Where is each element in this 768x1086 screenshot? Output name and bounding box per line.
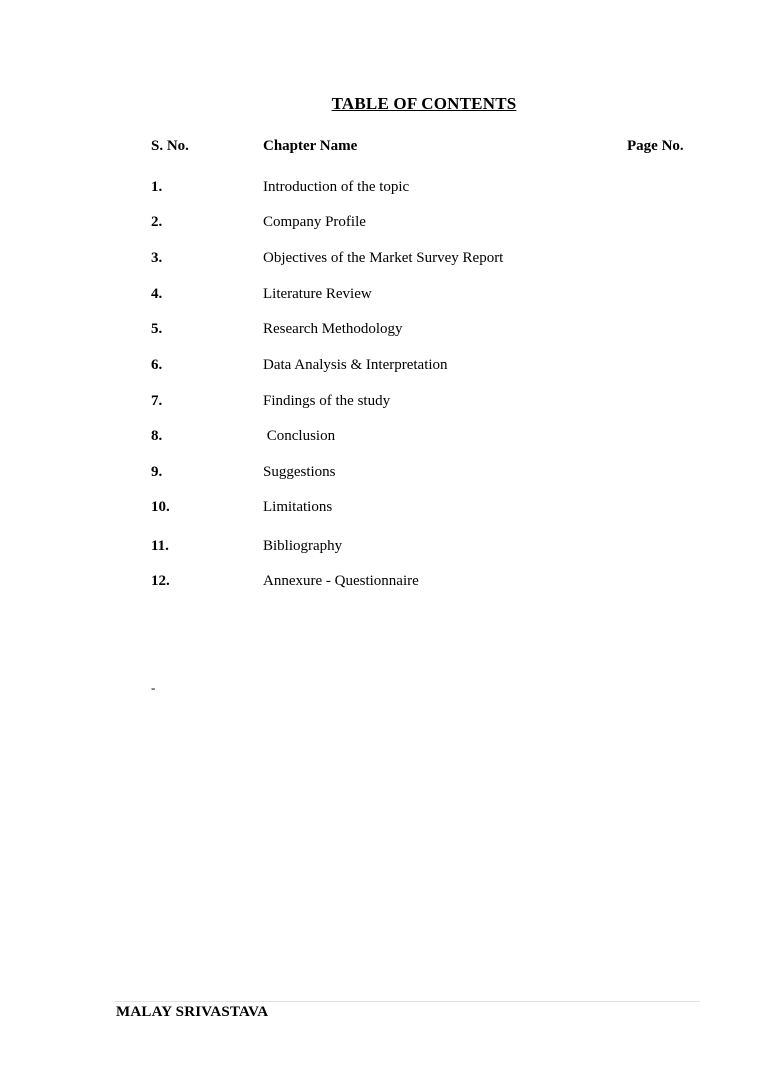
chapter-name: Introduction of the topic (263, 179, 410, 195)
page-title: TABLE OF CONTENTS (331, 94, 517, 113)
toc-row (0, 393, 700, 413)
toc-row (0, 499, 700, 519)
chapter-name: Data Analysis & Interpretation (263, 357, 448, 373)
toc-row (0, 250, 700, 270)
chapter-name: Company Profile (263, 214, 366, 230)
chapter-name: Annexure - Questionnaire (263, 573, 419, 589)
column-header-page: Page No. (627, 138, 684, 154)
toc-row (0, 464, 700, 484)
row-number: 8. (151, 428, 163, 444)
row-number: 5. (151, 321, 163, 337)
toc-row (0, 357, 700, 377)
row-number: 4. (151, 286, 163, 302)
row-number: 9. (151, 464, 163, 480)
row-number: 11. (151, 538, 169, 554)
toc-row (0, 286, 700, 306)
toc-row (0, 573, 700, 593)
row-number: 6. (151, 357, 163, 373)
footer-author: MALAY SRIVASTAVA (116, 1004, 269, 1020)
stray-dash: - (151, 680, 156, 695)
row-number: 10. (151, 499, 170, 515)
row-number: 12. (151, 573, 170, 589)
toc-row (0, 179, 700, 199)
chapter-name: Findings of the study (263, 393, 391, 409)
row-number: 1. (151, 179, 163, 195)
row-number: 3. (151, 250, 163, 266)
chapter-name: Bibliography (263, 538, 343, 554)
toc-row (0, 428, 700, 448)
chapter-name: Limitations (263, 499, 333, 515)
column-header-sno: S. No. (151, 138, 189, 154)
row-number: 2. (151, 214, 163, 230)
footer-divider (114, 1001, 700, 1002)
chapter-name: Suggestions (263, 464, 336, 480)
chapter-name: Conclusion (263, 428, 336, 444)
chapter-name: Objectives of the Market Survey Report (263, 250, 504, 266)
toc-row (0, 321, 700, 341)
toc-row (0, 538, 700, 558)
row-number: 7. (151, 393, 163, 409)
chapter-name: Research Methodology (263, 321, 403, 337)
chapter-name: Literature Review (263, 286, 372, 302)
column-header-chapter: Chapter Name (263, 138, 358, 154)
toc-row (0, 214, 700, 234)
